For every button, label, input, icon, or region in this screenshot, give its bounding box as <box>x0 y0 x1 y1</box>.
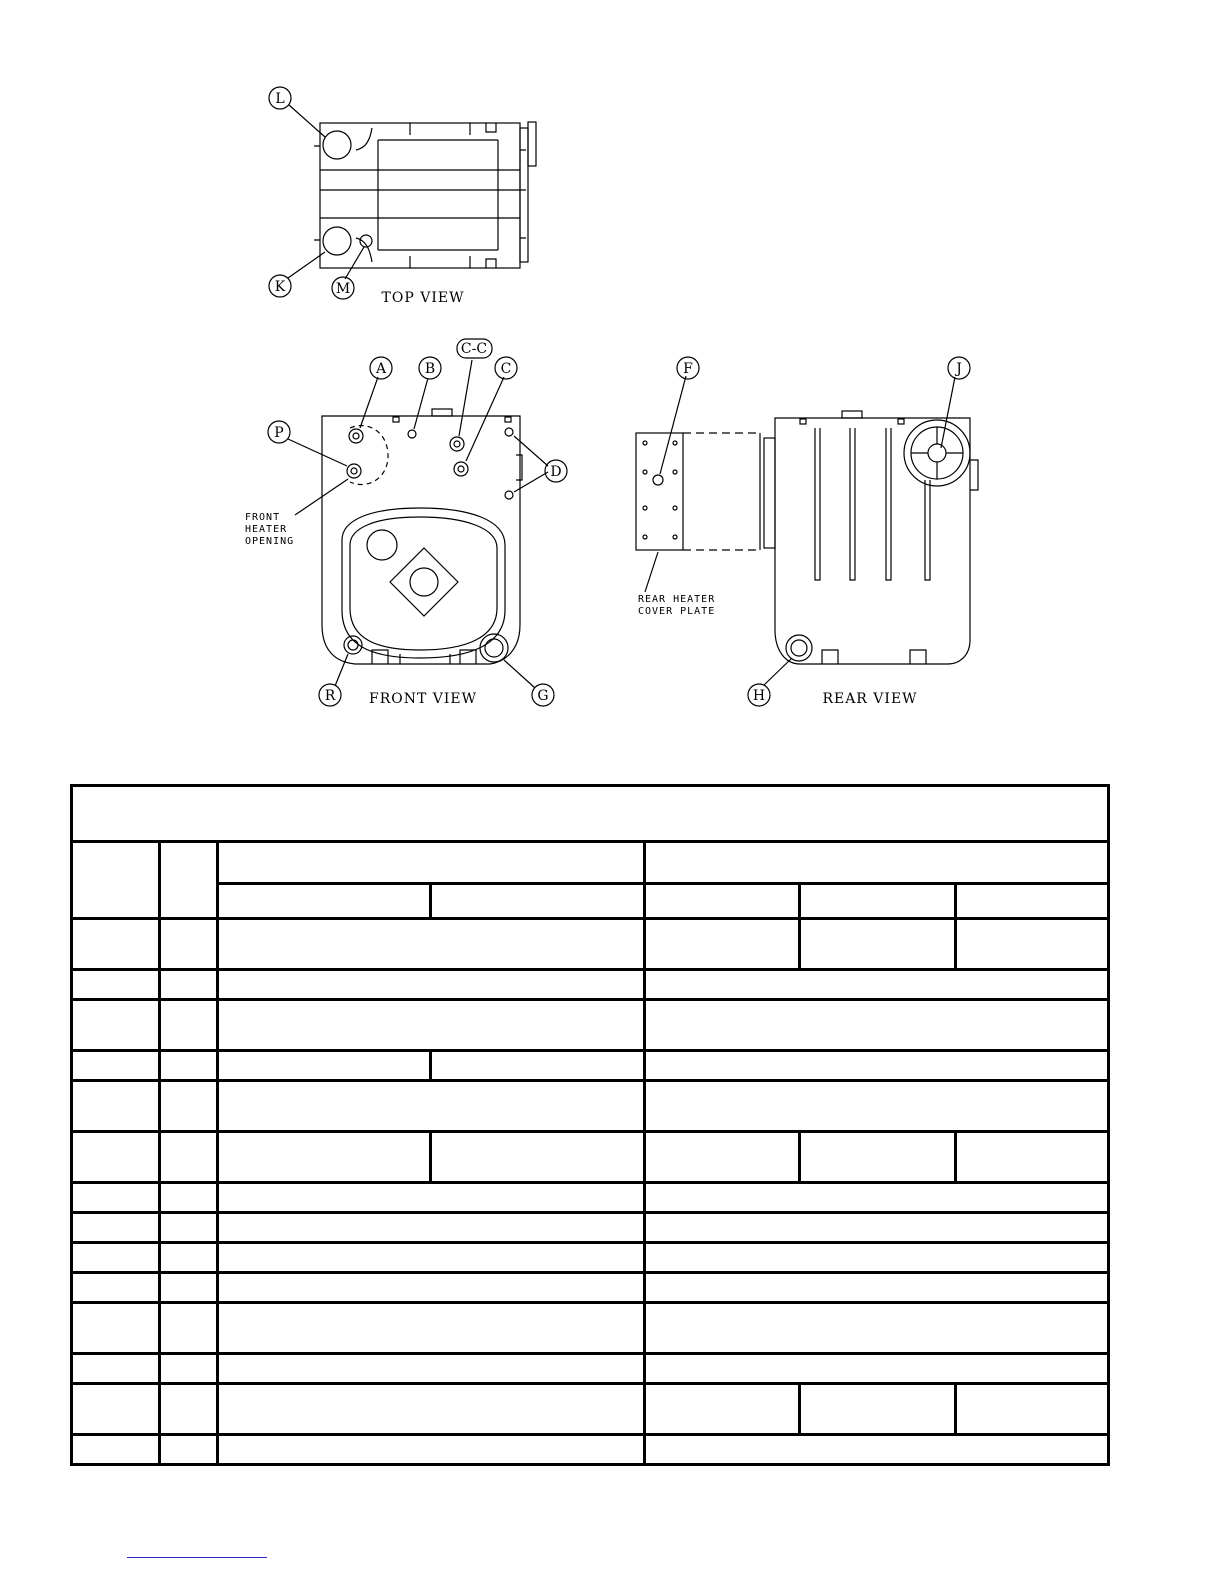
table-cell <box>217 1354 644 1384</box>
table-cell <box>645 842 1109 884</box>
label-c: C <box>500 361 512 377</box>
table-cell <box>159 842 217 919</box>
table-cell <box>800 884 956 919</box>
table-cell <box>159 1384 217 1435</box>
table-cell <box>645 1000 1109 1051</box>
table-row <box>72 1384 1109 1435</box>
connection-d-lower-circle <box>505 491 513 499</box>
connection-b-circle <box>408 430 416 438</box>
table-cell <box>217 1303 644 1354</box>
table-cell <box>217 1183 644 1213</box>
table-row <box>72 1132 1109 1183</box>
table-row <box>72 1273 1109 1303</box>
table-cell <box>645 1435 1109 1465</box>
label-r: R <box>324 688 336 704</box>
front-note-line-2: HEATER <box>245 524 288 535</box>
table-cell <box>72 786 1109 842</box>
connection-p-circle <box>347 464 361 478</box>
table-cell <box>72 1354 160 1384</box>
table-cell <box>159 1435 217 1465</box>
table-cell <box>645 1132 800 1183</box>
top-view-caption: TOP VIEW <box>381 290 465 306</box>
connection-cc-circle <box>450 437 464 451</box>
table-cell <box>645 970 1109 1000</box>
table-row <box>72 1303 1109 1354</box>
table-title-row <box>72 786 1109 842</box>
table-cell <box>159 1273 217 1303</box>
rear-heater-cover-plate <box>636 433 760 550</box>
table-cell <box>217 842 644 884</box>
label-b: B <box>424 361 436 377</box>
table-row <box>72 1000 1109 1051</box>
table-cell <box>217 919 644 970</box>
top-view-outline <box>314 122 536 268</box>
table-cell <box>645 1183 1109 1213</box>
table-cell <box>159 1303 217 1354</box>
table-cell <box>72 1273 160 1303</box>
table-cell <box>217 1132 430 1183</box>
table-row <box>72 970 1109 1000</box>
connection-h-circle <box>786 635 812 661</box>
table-cell <box>159 1051 217 1081</box>
table-cell <box>800 919 956 970</box>
label-p: P <box>274 425 284 441</box>
table-cell <box>159 919 217 970</box>
table-cell <box>72 1051 160 1081</box>
table-cell <box>645 1213 1109 1243</box>
table-cell <box>431 1132 645 1183</box>
table-cell <box>217 1435 644 1465</box>
table-cell <box>159 970 217 1000</box>
label-d: D <box>550 464 562 480</box>
table-cell <box>159 1132 217 1183</box>
label-j: J <box>956 361 962 377</box>
rear-view-outline <box>764 411 978 664</box>
table-subheader-row <box>72 884 1109 919</box>
table-row <box>72 1213 1109 1243</box>
front-view-caption: FRONT VIEW <box>368 691 478 707</box>
table-cell <box>217 1081 644 1132</box>
label-h: H <box>752 688 766 704</box>
table-cell <box>956 884 1109 919</box>
table-row <box>72 1183 1109 1213</box>
table-cell <box>159 1081 217 1132</box>
connection-f-circle <box>653 475 663 485</box>
table-cell <box>956 919 1109 970</box>
table-cell <box>800 1132 956 1183</box>
front-note-line-3: OPENING <box>245 536 295 547</box>
table-cell <box>645 1243 1109 1273</box>
table-cell <box>431 884 645 919</box>
table-cell <box>72 842 160 919</box>
table-cell <box>217 1273 644 1303</box>
front-note-line-1: FRONT <box>245 512 281 523</box>
label-a: A <box>375 361 387 377</box>
table-row <box>72 919 1109 970</box>
footer-link-underline[interactable] <box>127 1557 267 1558</box>
table-cell <box>217 884 430 919</box>
table-cell <box>217 1000 644 1051</box>
table-cell <box>645 884 800 919</box>
table-cell <box>159 1354 217 1384</box>
label-cc: C-C <box>460 341 488 357</box>
table-cell <box>159 1243 217 1273</box>
connection-d-upper-circle <box>505 428 513 436</box>
table-cell <box>72 1435 160 1465</box>
table-cell <box>159 1213 217 1243</box>
connection-k-circle <box>323 227 351 255</box>
connection-l-circle <box>323 131 351 159</box>
label-f: F <box>683 361 693 377</box>
table-row <box>72 1354 1109 1384</box>
connection-c-circle <box>454 462 468 476</box>
table-cell <box>217 1213 644 1243</box>
table-row <box>72 1243 1109 1273</box>
table-cell <box>72 1000 160 1051</box>
table-cell <box>645 919 800 970</box>
label-g: G <box>537 688 549 704</box>
table-row <box>72 1081 1109 1132</box>
label-m: M <box>335 281 351 297</box>
table-cell <box>72 1384 160 1435</box>
table-cell <box>72 1243 160 1273</box>
table-cell <box>159 1000 217 1051</box>
table-cell <box>645 1354 1109 1384</box>
label-l: L <box>275 91 285 107</box>
table-row <box>72 1051 1109 1081</box>
table-row <box>72 1435 1109 1465</box>
table-cell <box>431 1051 645 1081</box>
table-cell <box>72 970 160 1000</box>
table-cell <box>72 1303 160 1354</box>
table-cell <box>72 1213 160 1243</box>
table-cell <box>72 919 160 970</box>
table-cell <box>800 1384 956 1435</box>
table-cell <box>217 970 644 1000</box>
table-cell <box>956 1132 1109 1183</box>
table-cell <box>217 1051 430 1081</box>
table-cell <box>645 1081 1109 1132</box>
connection-a-circle <box>349 429 363 443</box>
table-cell <box>72 1132 160 1183</box>
table-header-row <box>72 842 1109 884</box>
table-cell <box>956 1384 1109 1435</box>
table-cell <box>217 1243 644 1273</box>
table-cell <box>72 1183 160 1213</box>
table-cell <box>72 1081 160 1132</box>
table-cell <box>159 1183 217 1213</box>
table-cell <box>645 1384 800 1435</box>
rear-view-caption: REAR VIEW <box>822 691 918 707</box>
table-cell <box>645 1303 1109 1354</box>
connections-table <box>70 784 1110 1466</box>
label-k: K <box>274 279 286 295</box>
table-cell <box>217 1384 644 1435</box>
table-cell <box>645 1273 1109 1303</box>
front-view-outline <box>322 409 522 664</box>
boiler-drawing <box>0 0 1224 760</box>
connection-j-flange <box>904 420 970 486</box>
rear-note-line-1: REAR HEATER <box>638 594 716 605</box>
rear-note-line-2: COVER PLATE <box>638 606 716 617</box>
table-cell <box>645 1051 1109 1081</box>
